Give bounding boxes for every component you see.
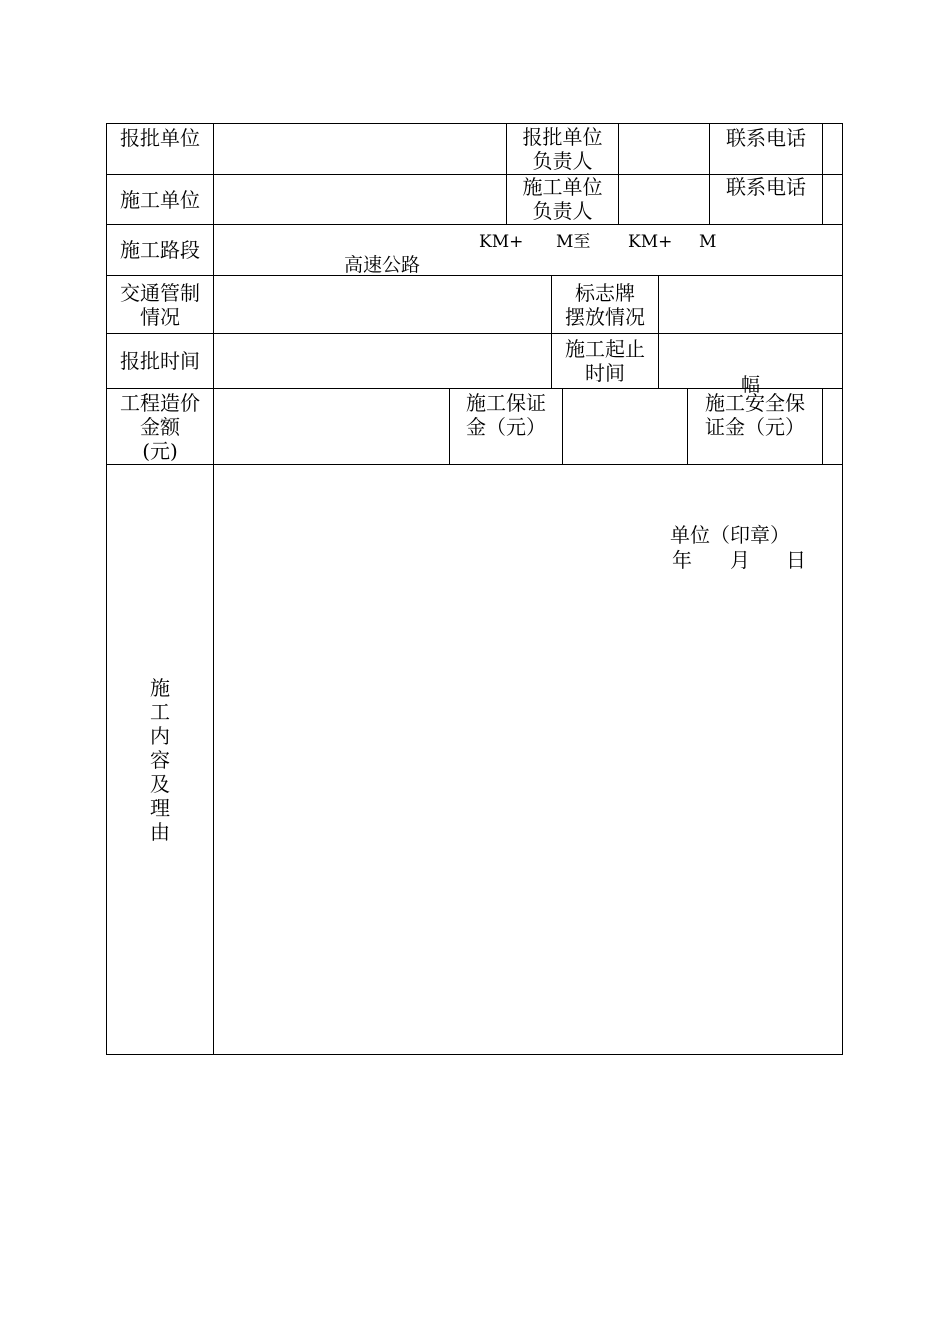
construction-content-label <box>106 464 214 1055</box>
construction-content-field[interactable] <box>213 464 843 1055</box>
deposit-label: 施工保证 金（元） <box>449 388 563 465</box>
road-prefix: 高速公路 <box>344 254 421 276</box>
approval-unit-field[interactable] <box>213 123 507 175</box>
sign-placement-label: 标志牌 摆放情况 <box>551 275 659 334</box>
traffic-control-field[interactable] <box>213 275 552 334</box>
approval-leader-label: 报批单位 负责人 <box>506 123 619 175</box>
m-start-to: M至 <box>556 232 591 252</box>
km-start: KM+ <box>479 232 524 252</box>
km-end: KM+ <box>628 232 673 252</box>
date-year: 年 <box>672 548 692 572</box>
construction-phone-field[interactable] <box>822 174 843 225</box>
construction-approval-form <box>107 124 843 1056</box>
row-construction-unit <box>107 175 843 226</box>
date-month: 月 <box>730 548 750 572</box>
project-cost-field[interactable] <box>213 388 450 465</box>
approval-phone-label: 联系电话 <box>709 123 823 175</box>
project-cost-label: 工程造价 金额 (元) <box>106 388 214 465</box>
construction-unit-label: 施工单位 <box>106 174 214 225</box>
road-section-label: 施工路段 <box>106 224 214 276</box>
construction-unit-field[interactable] <box>213 174 507 225</box>
traffic-control-label: 交通管制 情况 <box>106 275 214 334</box>
approval-time-label: 报批时间 <box>106 333 214 389</box>
row-cost-deposit <box>107 389 843 466</box>
construction-leader-field[interactable] <box>618 174 710 225</box>
construction-period-label: 施工起止 时间 <box>551 333 659 389</box>
deposit-field[interactable] <box>562 388 688 465</box>
row-approval-time <box>107 334 843 390</box>
row-construction-content <box>107 465 843 1056</box>
approval-leader-field[interactable] <box>618 123 710 175</box>
construction-leader-label: 施工单位 负责人 <box>506 174 619 225</box>
date-day: 日 <box>786 548 806 572</box>
approval-unit-label: 报批单位 <box>106 123 214 175</box>
row-approval-unit <box>107 124 843 176</box>
approval-time-field[interactable] <box>213 333 552 389</box>
construction-phone-label: 联系电话 <box>709 174 823 225</box>
construction-period-field[interactable] <box>658 333 843 389</box>
safety-deposit-field[interactable] <box>822 388 843 465</box>
m-end: M <box>699 232 717 252</box>
sign-placement-field[interactable] <box>658 275 843 334</box>
row-traffic-control <box>107 276 843 335</box>
safety-deposit-label: 施工安全保 证金（元） <box>687 388 823 465</box>
construction-content-label-text: 施工内容及理由 <box>150 675 170 844</box>
stamp-line: 单位（印章） <box>670 523 790 547</box>
road-side: 幅 <box>741 374 761 396</box>
approval-phone-field[interactable] <box>822 123 843 175</box>
